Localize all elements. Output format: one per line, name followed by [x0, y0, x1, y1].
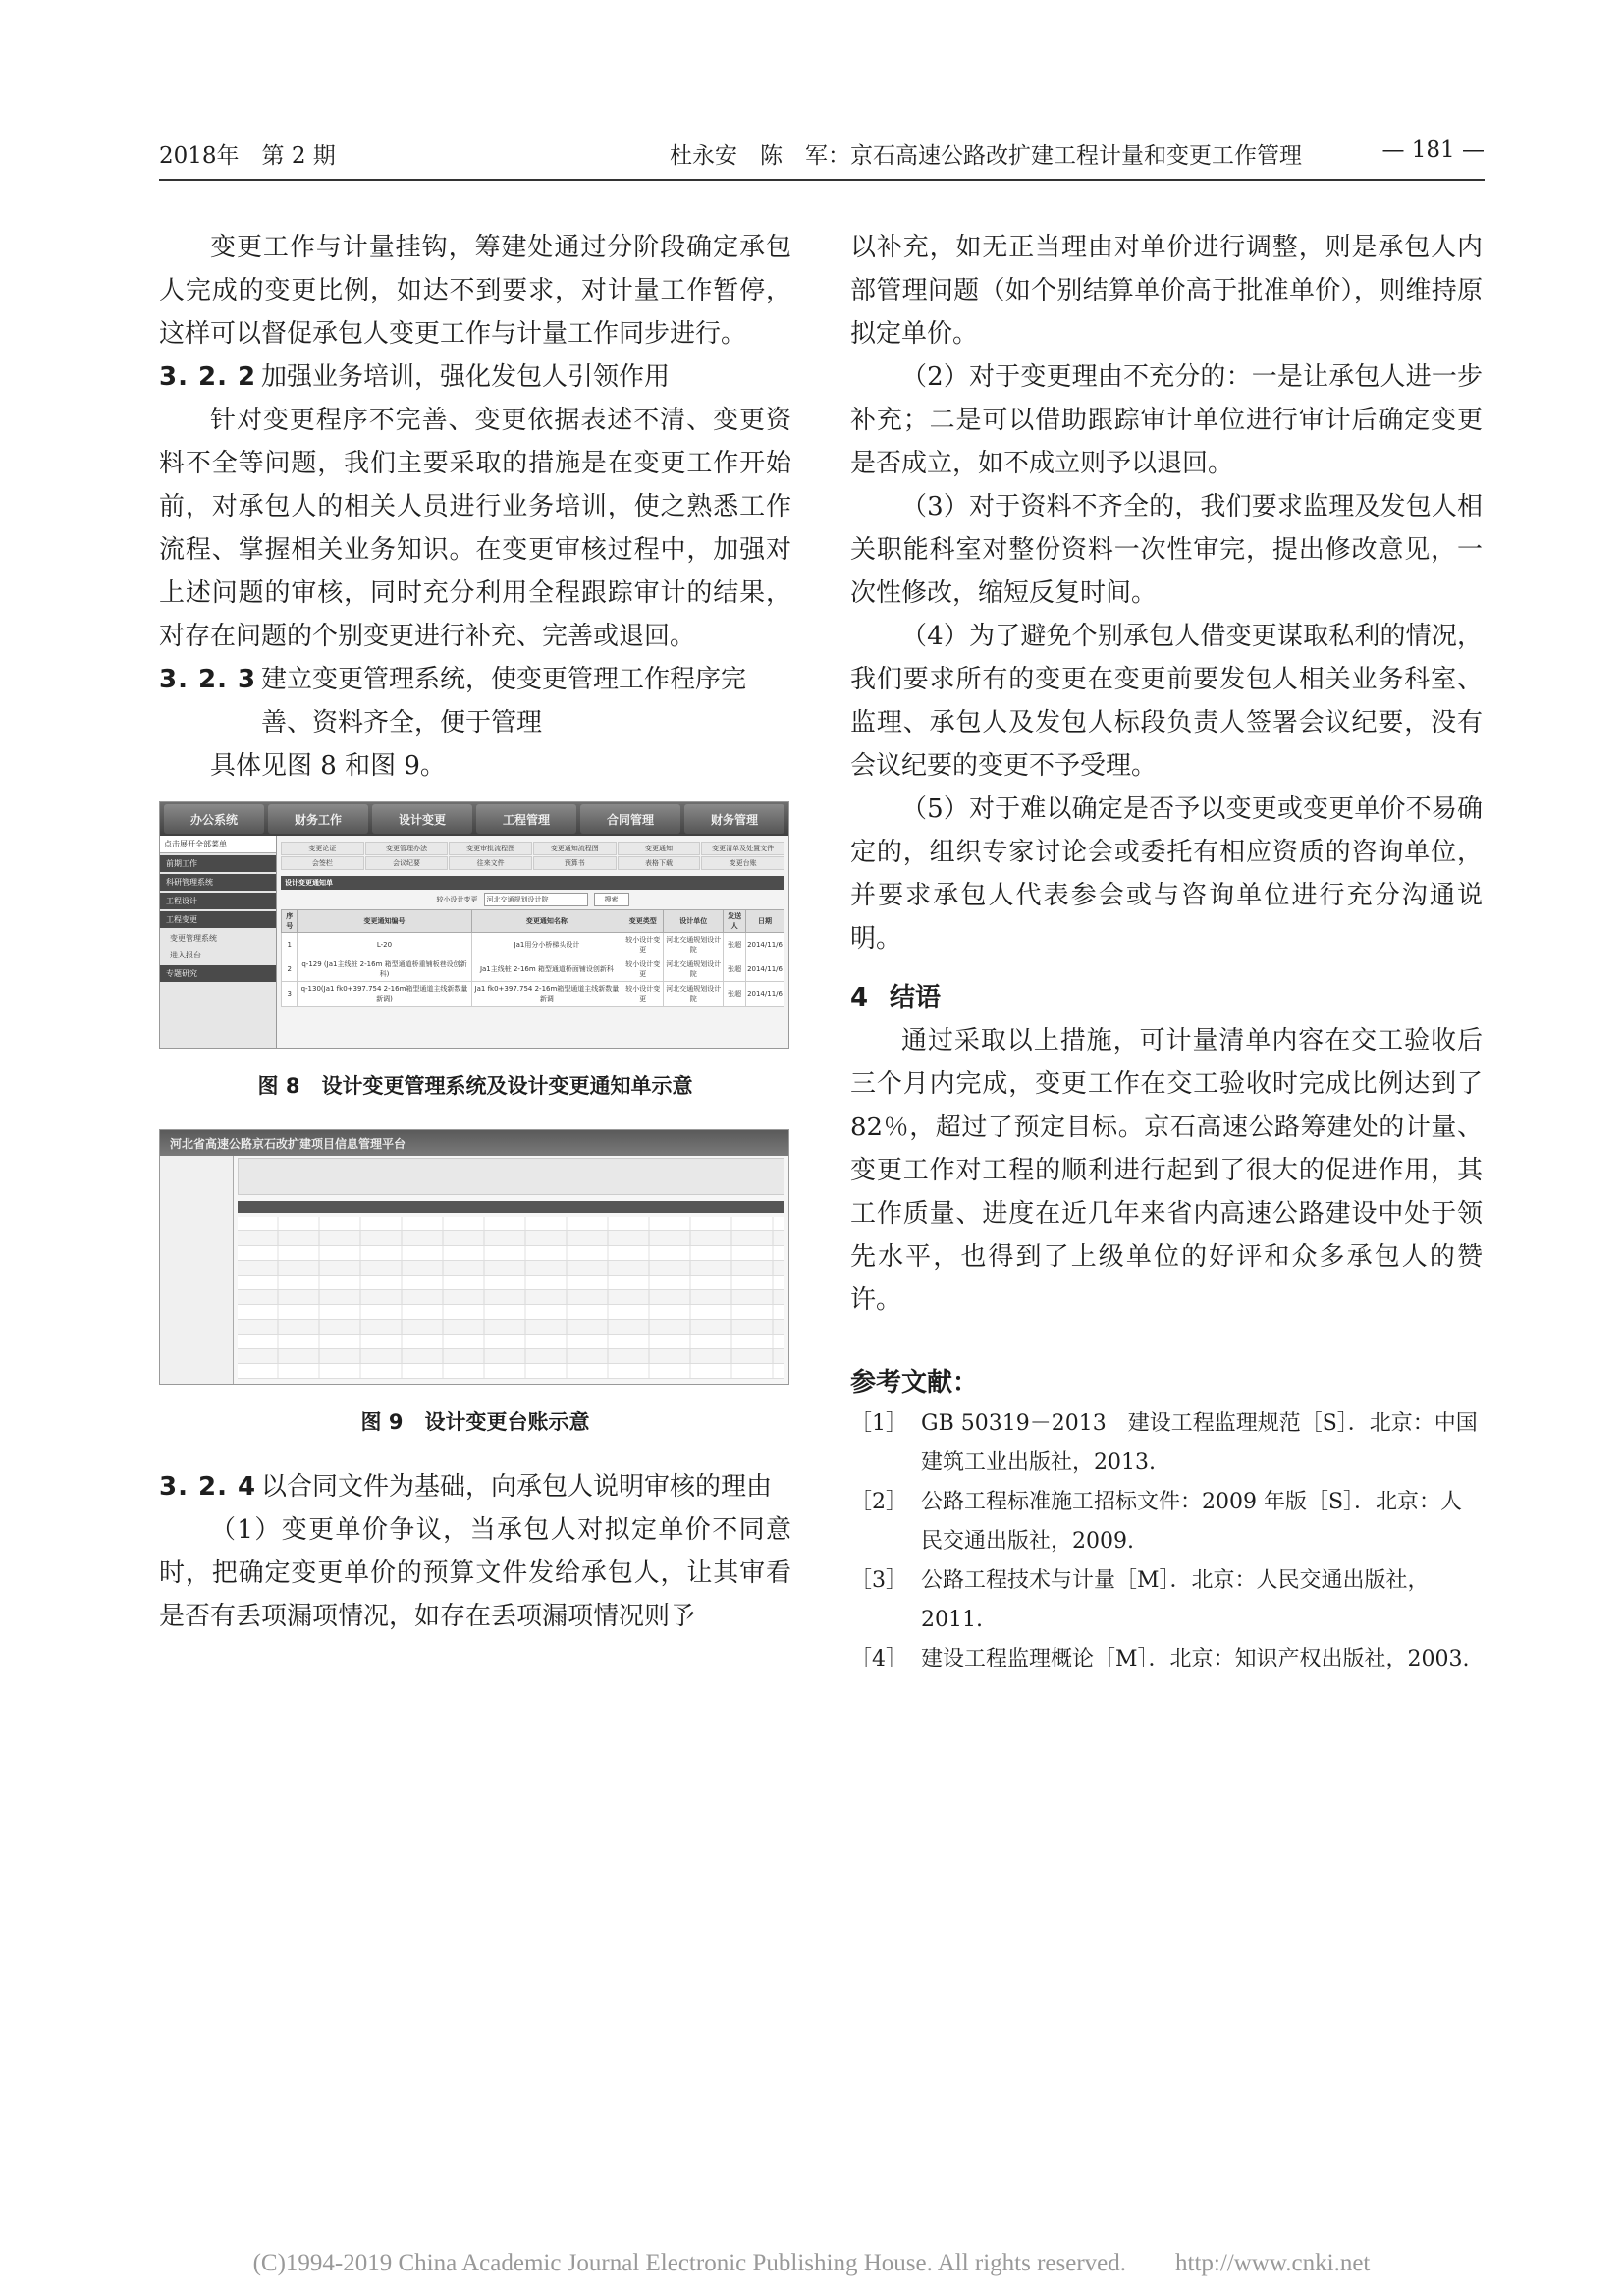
table-row: [238, 1335, 784, 1349]
section-heading-4: [850, 976, 1483, 1019]
table-row: [282, 957, 784, 982]
grid-link: 预算书: [533, 856, 617, 870]
section-heading-3-2-2: [159, 355, 791, 399]
table-cell: Ja1主线桩 2-16m 箱型通道桥面铺设创新科: [471, 957, 622, 982]
paragraph: （3）对于资料不齐全的，我们要求监理及发包人相关职能科室对整份资料一次性审完，提出修改意见，一次性修改，缩短反复时间。: [850, 492, 1483, 608]
paragraph: （2）对于变更理由不充分的：一是让承包人进一步补充；二是可以借助跟踪审计单位进行审计后确定变更是否成立，如不成立则予以退回。: [850, 362, 1483, 478]
figure-8-screenshot: [159, 801, 789, 1049]
paragraph: （4）为了避免个别承包人借变更谋取私利的情况，我们要求所有的变更在变更前要发包人相关业务科室、监理、承包人及发包人标段负责人签署会议纪要，没有会议纪要的变更不予受理。: [850, 622, 1483, 781]
nav-tab: 财务工作: [268, 804, 368, 834]
section-number: 4: [850, 983, 869, 1012]
section-number: 3. 2. 4: [159, 1472, 257, 1502]
reference-item: [850, 1483, 1483, 1561]
references-heading: 参考文献：: [850, 1368, 979, 1397]
running-title: 杜永安 陈 军：京石高速公路改扩建工程计量和变更工作管理: [670, 143, 1302, 169]
paragraph: 具体见图 8 和图 9。: [210, 751, 446, 781]
table-header-row: [282, 910, 784, 933]
ledger-table: [238, 1217, 784, 1382]
grid-link: 往来文件: [449, 856, 532, 870]
search-field: 河北交通规划设计院: [484, 893, 588, 906]
table-cell: 较小设计变更: [622, 982, 664, 1007]
ledger-title-bar: [238, 1201, 784, 1213]
table-row: [238, 1217, 784, 1231]
figure-9-caption: [159, 1406, 791, 1436]
reference-number: ［4］: [850, 1647, 907, 1671]
table-row: [238, 1364, 784, 1379]
figure-9-screenshot: [159, 1129, 789, 1385]
figure-caption-text: 设计变更管理系统及设计变更通知单示意: [321, 1074, 693, 1098]
grid-link: 变更通知: [618, 842, 701, 855]
nav-tab: 工程管理: [476, 804, 576, 834]
list-title: 设计变更通知单: [281, 876, 784, 890]
grid-link: 会议纪要: [365, 856, 449, 870]
paragraph: 针对变更程序不完善、变更依据表述不清、变更资料不全等问题，我们主要采取的措施是在变更工作开始前，对承包人的相关人员进行业务培训，使之熟悉工作流程、掌握相关业务知识。在变更审核过程中，加强对上述问题的审核，同时充分利用全程跟踪审计的结果，对存在问题的个别变更进行补充、完善或退回。: [159, 406, 791, 651]
figure-label: 图 9: [360, 1410, 404, 1434]
table-cell: q-130(Ja1 fk0+397.754 2-16m箱型通道主线新数量新调): [298, 982, 471, 1007]
side-menu-item: 工程变更: [160, 911, 276, 928]
left-column: [159, 226, 791, 1638]
platform-banner: 河北省高速公路京石改扩建项目信息管理平台: [160, 1130, 788, 1156]
nav-tab: 合同管理: [580, 804, 680, 834]
column-header: 变更通知名称: [471, 910, 622, 933]
figure-label: 图 8: [257, 1074, 300, 1098]
reference-text: 公路工程标准施工招标文件：2009 年版［S］．北京：人民交通出版社，2009.: [921, 1490, 1463, 1554]
table-cell: 2014/11/6: [746, 982, 784, 1007]
section-heading-3-2-3: [159, 658, 791, 744]
reference-number: ［2］: [850, 1490, 907, 1514]
grid-link: 变更审批流程图: [449, 842, 532, 855]
table-cell: 河北交通规划设计院: [664, 933, 724, 957]
filter-select: 较小设计变更: [436, 896, 478, 903]
side-menu-item: 前期工作: [160, 855, 276, 872]
table-row: [238, 1246, 784, 1261]
section-heading-3-2-4: [159, 1465, 791, 1508]
paragraph: （5）对于难以确定是否予以变更或变更单价不易确定的，组织专家讨论会或委托有相应资质的咨询单位，并要求承包人代表参会或与咨询单位进行充分沟通说明。: [850, 794, 1483, 954]
paragraph: （1）变更单价争议，当承包人对拟定单价不同意时，把确定变更单价的预算文件发给承包人，让其审看是否有丢项漏项情况，如存在丢项漏项情况则予: [159, 1515, 791, 1631]
reference-number: ［1］: [850, 1411, 907, 1436]
top-nav-bar: [160, 802, 788, 836]
side-menu: [160, 836, 277, 1048]
table-cell: Ja1 fk0+397.754 2-16m箱型通道主线新数量新调: [471, 982, 622, 1007]
notice-table: [281, 909, 784, 1007]
search-bar: [281, 890, 784, 909]
column-header: 设计单位: [664, 910, 724, 933]
reference-text: GB 50319－2013 建设工程监理规范［S］．北京：中国建筑工业出版社，2013.: [921, 1411, 1478, 1475]
table-row: [238, 1305, 784, 1320]
column-header: 变更类型: [622, 910, 664, 933]
table-cell: 张超: [724, 957, 746, 982]
table-cell: 2014/11/6: [746, 933, 784, 957]
reference-number: ［3］: [850, 1568, 907, 1593]
table-cell: Ja1用分小桥梯头设计: [471, 933, 622, 957]
grid-link: 变更通知流程图: [533, 842, 617, 855]
grid-link: 变更论证: [281, 842, 364, 855]
grid-link: 会签栏: [281, 856, 364, 870]
nav-tab: 办公系统: [164, 804, 264, 834]
table-cell: 河北交通规划设计院: [664, 957, 724, 982]
nav-tab: 财务管理: [684, 804, 784, 834]
running-header: [159, 137, 1485, 177]
table-cell: 较小设计变更: [622, 957, 664, 982]
reference-text: 建设工程监理概论［M］．北京：知识产权出版社，2003.: [921, 1647, 1470, 1671]
table-cell: 张超: [724, 933, 746, 957]
paragraph: 以补充，如无正当理由对单价进行调整，则是承包人内部管理问题（如个别结算单价高于批准单价），则维持原拟定单价。: [850, 233, 1483, 349]
table-cell: 张超: [724, 982, 746, 1007]
main-panel: [277, 836, 788, 1048]
section-number: 3. 2. 2: [159, 362, 257, 392]
table-row: [238, 1261, 784, 1276]
function-grid: [281, 842, 784, 870]
table-cell: 较小设计变更: [622, 933, 664, 957]
figure-caption-text: 设计变更台账示意: [424, 1410, 590, 1434]
side-menu-item: 科研管理系统: [160, 874, 276, 891]
grid-link: 变更台账: [701, 856, 784, 870]
section-title: 以合同文件为基础，向承包人说明审核的理由: [261, 1472, 773, 1502]
header-rule: [159, 179, 1485, 181]
table-row: [282, 933, 784, 957]
grid-link: 表格下载: [618, 856, 701, 870]
side-menu-item: 工程设计: [160, 893, 276, 909]
table-cell: 河北交通规划设计院: [664, 982, 724, 1007]
page-number: — 181 —: [1381, 137, 1485, 163]
table-row: [238, 1320, 784, 1335]
side-submenu-item: 进入报台: [170, 951, 201, 959]
table-row: [238, 1290, 784, 1305]
section-title: 加强业务培训，强化发包人引领作用: [261, 362, 671, 392]
nav-tab: 设计变更: [372, 804, 472, 834]
section-title: 建立变更管理系统，使变更管理工作程序完善、资料齐全，便于管理: [261, 665, 747, 738]
side-menu-head: 点击展开全部菜单: [160, 836, 276, 853]
filter-area: [238, 1158, 784, 1195]
table-cell: 1: [282, 933, 298, 957]
section-title: 结语: [890, 983, 942, 1012]
issue-label: 2018年 第 2 期: [159, 143, 336, 169]
copyright-footer: (C)1994-2019 China Academic Journal Electronic Publishing House. All rights reserved. http://www.cnki.net: [252, 2250, 1371, 2276]
reference-item: [850, 1404, 1483, 1483]
grid-link: 变更清单及处置文件: [701, 842, 784, 855]
tree-menu: [160, 1156, 234, 1384]
reference-item: [850, 1561, 1483, 1640]
reference-item: [850, 1640, 1483, 1679]
right-column: [850, 226, 1483, 1679]
ledger-panel: [234, 1156, 788, 1384]
table-row: [238, 1276, 784, 1290]
table-cell: 3: [282, 982, 298, 1007]
table-cell: q-129 (Ja1主线桩 2-16m 箱型通道桥重铺板巷设创新科): [298, 957, 471, 982]
search-button: 搜索: [594, 893, 629, 906]
table-row: [238, 1349, 784, 1364]
figure-8-caption: [159, 1070, 791, 1100]
table-cell: 2: [282, 957, 298, 982]
grid-link: 变更管理办法: [365, 842, 449, 855]
side-menu-item: 专题研究: [160, 965, 276, 982]
column-header: 发送人: [724, 910, 746, 933]
table-row: [238, 1231, 784, 1246]
reference-text: 公路工程技术与计量［M］．北京：人民交通出版社，2011.: [921, 1568, 1430, 1632]
table-row: [282, 982, 784, 1007]
table-cell: L-20: [298, 933, 471, 957]
paragraph: 变更工作与计量挂钩，筹建处通过分阶段确定承包人完成的变更比例，如达不到要求，对计量工作暂停，这样可以督促承包人变更工作与计量工作同步进行。: [159, 233, 791, 349]
paragraph: 通过采取以上措施，可计量清单内容在交工验收后三个月内完成，变更工作在交工验收时完成比例达到了 82％，超过了预定目标。京石高速公路筹建处的计量、变更工作对工程的顺利进行起到了很大的促进作用，其工作质量、进度在近几年来省内高速公路建设中处于领先水平，也得到了上级单位的好评和众多承包人的赞许。: [850, 1026, 1483, 1315]
table-cell: 2014/11/6: [746, 957, 784, 982]
column-header: 序号: [282, 910, 298, 933]
column-header: 变更通知编号: [298, 910, 471, 933]
side-submenu-item: 变更管理系统: [170, 934, 217, 943]
section-number: 3. 2. 3: [159, 665, 257, 694]
column-header: 日期: [746, 910, 784, 933]
